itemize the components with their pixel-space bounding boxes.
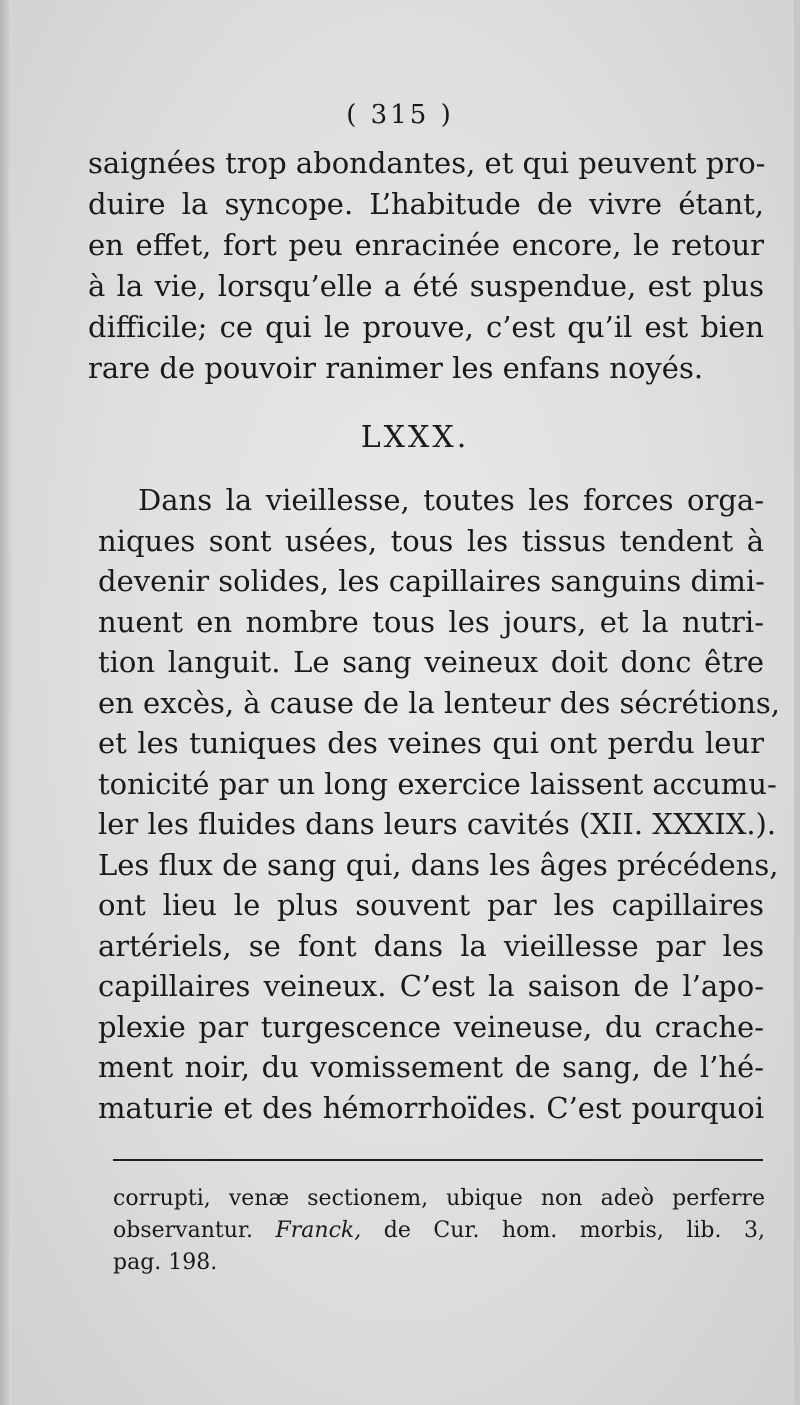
page-edge <box>794 0 800 1405</box>
text-line: plexie par turgescence veineuse, du crache- <box>98 1009 764 1044</box>
section-paragraph <box>98 480 780 1128</box>
text-line: nuent en nombre tous les jours, et la nutri- <box>98 604 764 639</box>
text-line: en effet, fort peu enracinée encore, le retour <box>88 228 764 262</box>
text-line: tonicité par un long exercice laissent accumu- <box>98 766 777 801</box>
text-line: niques sont usées, tous les tissus tendent à <box>98 523 764 558</box>
footnote <box>113 1183 765 1279</box>
text-line: difficile; ce qui le prouve, c’est qu’il est bien <box>88 310 764 344</box>
footnote-line <box>113 1215 765 1247</box>
text-line: et les tuniques des veines qui ont perdu leur <box>98 726 764 760</box>
section-heading: LXXX. <box>360 420 470 455</box>
text-line: en excès, à cause de la lenteur des sécrétions, <box>98 685 780 720</box>
footnote-line: pag. 198. <box>113 1250 218 1275</box>
text-line: ont lieu le plus souvent par les capillaires <box>98 888 764 922</box>
text-line: devenir solides, les capillaires sanguins dimi- <box>98 564 765 598</box>
text-line: à la vie, lorsqu’elle a été suspendue, est plus <box>88 269 764 303</box>
footnote-text: de Cur. hom. morbis, lib. 3, <box>383 1218 765 1243</box>
text-line: Dans la vieillesse, toutes les forces orga- <box>138 483 764 517</box>
text-line: ler les fluides dans leurs cavités (XII. XXXIX.). <box>98 807 777 841</box>
paragraph-continued <box>88 143 764 389</box>
footnote-author: Franck, <box>275 1218 362 1243</box>
text-line: duire la syncope. L’habitude de vivre étant, <box>88 187 764 221</box>
text-line: saignées trop abondantes, et qui peuvent pro- <box>88 146 766 180</box>
text-line: rare de pouvoir ranimer les enfans noyés. <box>88 351 704 385</box>
page-gutter-shadow <box>0 0 12 1405</box>
footnote-line: corrupti, venæ sectionem, ubique non adeò perferre <box>113 1186 765 1211</box>
page-number: ( 315 ) <box>346 100 454 130</box>
text-line: artériels, se font dans la vieillesse par les <box>98 928 764 963</box>
footnote-text: observantur. <box>113 1218 253 1243</box>
text-line: capillaires veineux. C’est la saison de l’apo- <box>98 969 764 1003</box>
text-line: tion languit. Le sang veineux doit donc être <box>98 645 764 679</box>
text-line: Les flux de sang qui, dans les âges précédens, <box>98 847 779 882</box>
text-line: ment noir, du vomissement de sang, de l’hé- <box>98 1050 764 1084</box>
text-line: maturie et des hémorrhoïdes. C’est pourquoi <box>98 1090 764 1125</box>
footnote-divider <box>113 1159 763 1161</box>
